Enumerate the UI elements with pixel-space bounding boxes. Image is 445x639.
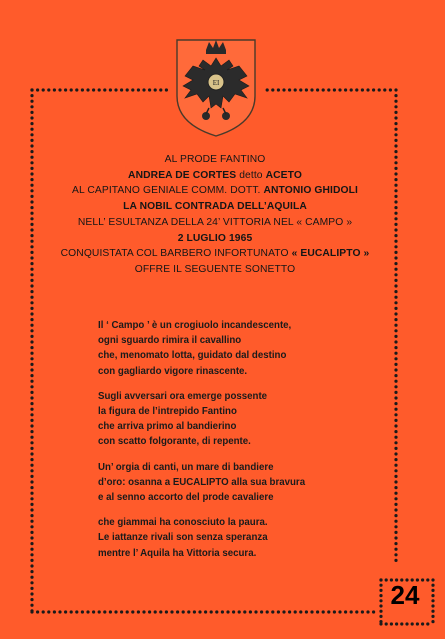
fantino-name: ANDREA DE CORTES [128, 169, 237, 181]
stanza-1 [98, 318, 368, 379]
verse-line: con scatto folgorante, di repente. [98, 436, 251, 448]
stanza-2 [98, 389, 368, 450]
verse-line: con gagliardo vigore rinascente. [98, 365, 248, 377]
aquila-crest-icon [173, 36, 259, 138]
verse-line: mentre l’ Aquila ha Vittoria secura. [98, 547, 257, 559]
verse-line: Sugli avversari ora emerge possente [98, 390, 268, 402]
dedication-line-5: NELL’ ESULTANZA DELLA 24’ VITTORIA NEL « CAMPO » [77, 216, 353, 228]
verse-line: che arriva primo al bandierino [98, 421, 237, 433]
dedication-line-8: OFFRE IL SEGUENTE SONETTO [134, 263, 296, 275]
verse-line: Il ‘ Campo ’ è un crogiuolo incandescente, [98, 320, 292, 331]
horse-name: « EUCALIPTO » [291, 248, 370, 260]
verse-line: la figura de l’intrepido Fantino [98, 406, 237, 418]
dedication-line-1: AL PRODE FANTINO [164, 154, 266, 165]
victory-number: 24 [390, 580, 420, 610]
verse-line: che giammai ha conosciuto la paura. [98, 517, 268, 529]
verse-line: ogni sguardo rimira il cavallino [98, 335, 242, 347]
barbero-text: CONQUISTATA COL BARBERO INFORTUNATO [60, 248, 292, 260]
verse-line: Un’ orgia di canti, un mare di bandiere [98, 461, 274, 473]
dedication-line-7 [30, 246, 400, 262]
verse-line: che, menomato lotta, guidato dal destino [98, 350, 287, 362]
detto-word: detto [236, 169, 266, 181]
dedication-line-2 [30, 168, 400, 184]
dedication-text [30, 152, 400, 278]
verse-line: d’oro: osanna a EUCALIPTO alla sua bravura [98, 476, 306, 488]
dedication-date: 2 LUGLIO 1965 [177, 232, 253, 244]
verse-line: Le iattanze rivali son senza speranza [98, 532, 268, 544]
stanza-4 [98, 515, 368, 561]
svg-text:EI: EI [212, 79, 220, 87]
dedication-line-4: LA NOBIL CONTRADA DELL’AQUILA [123, 201, 307, 213]
capitano-title: AL CAPITANO GENIALE COMM. DOTT. [72, 185, 264, 197]
capitano-name: ANTONIO GHIDOLI [263, 185, 358, 197]
stanza-3 [98, 460, 368, 506]
sonnet [98, 318, 368, 571]
nickname: ACETO [265, 169, 302, 181]
dedication-line-3 [30, 183, 400, 199]
verse-line: e al senno accorto del prode cavaliere [98, 492, 274, 504]
